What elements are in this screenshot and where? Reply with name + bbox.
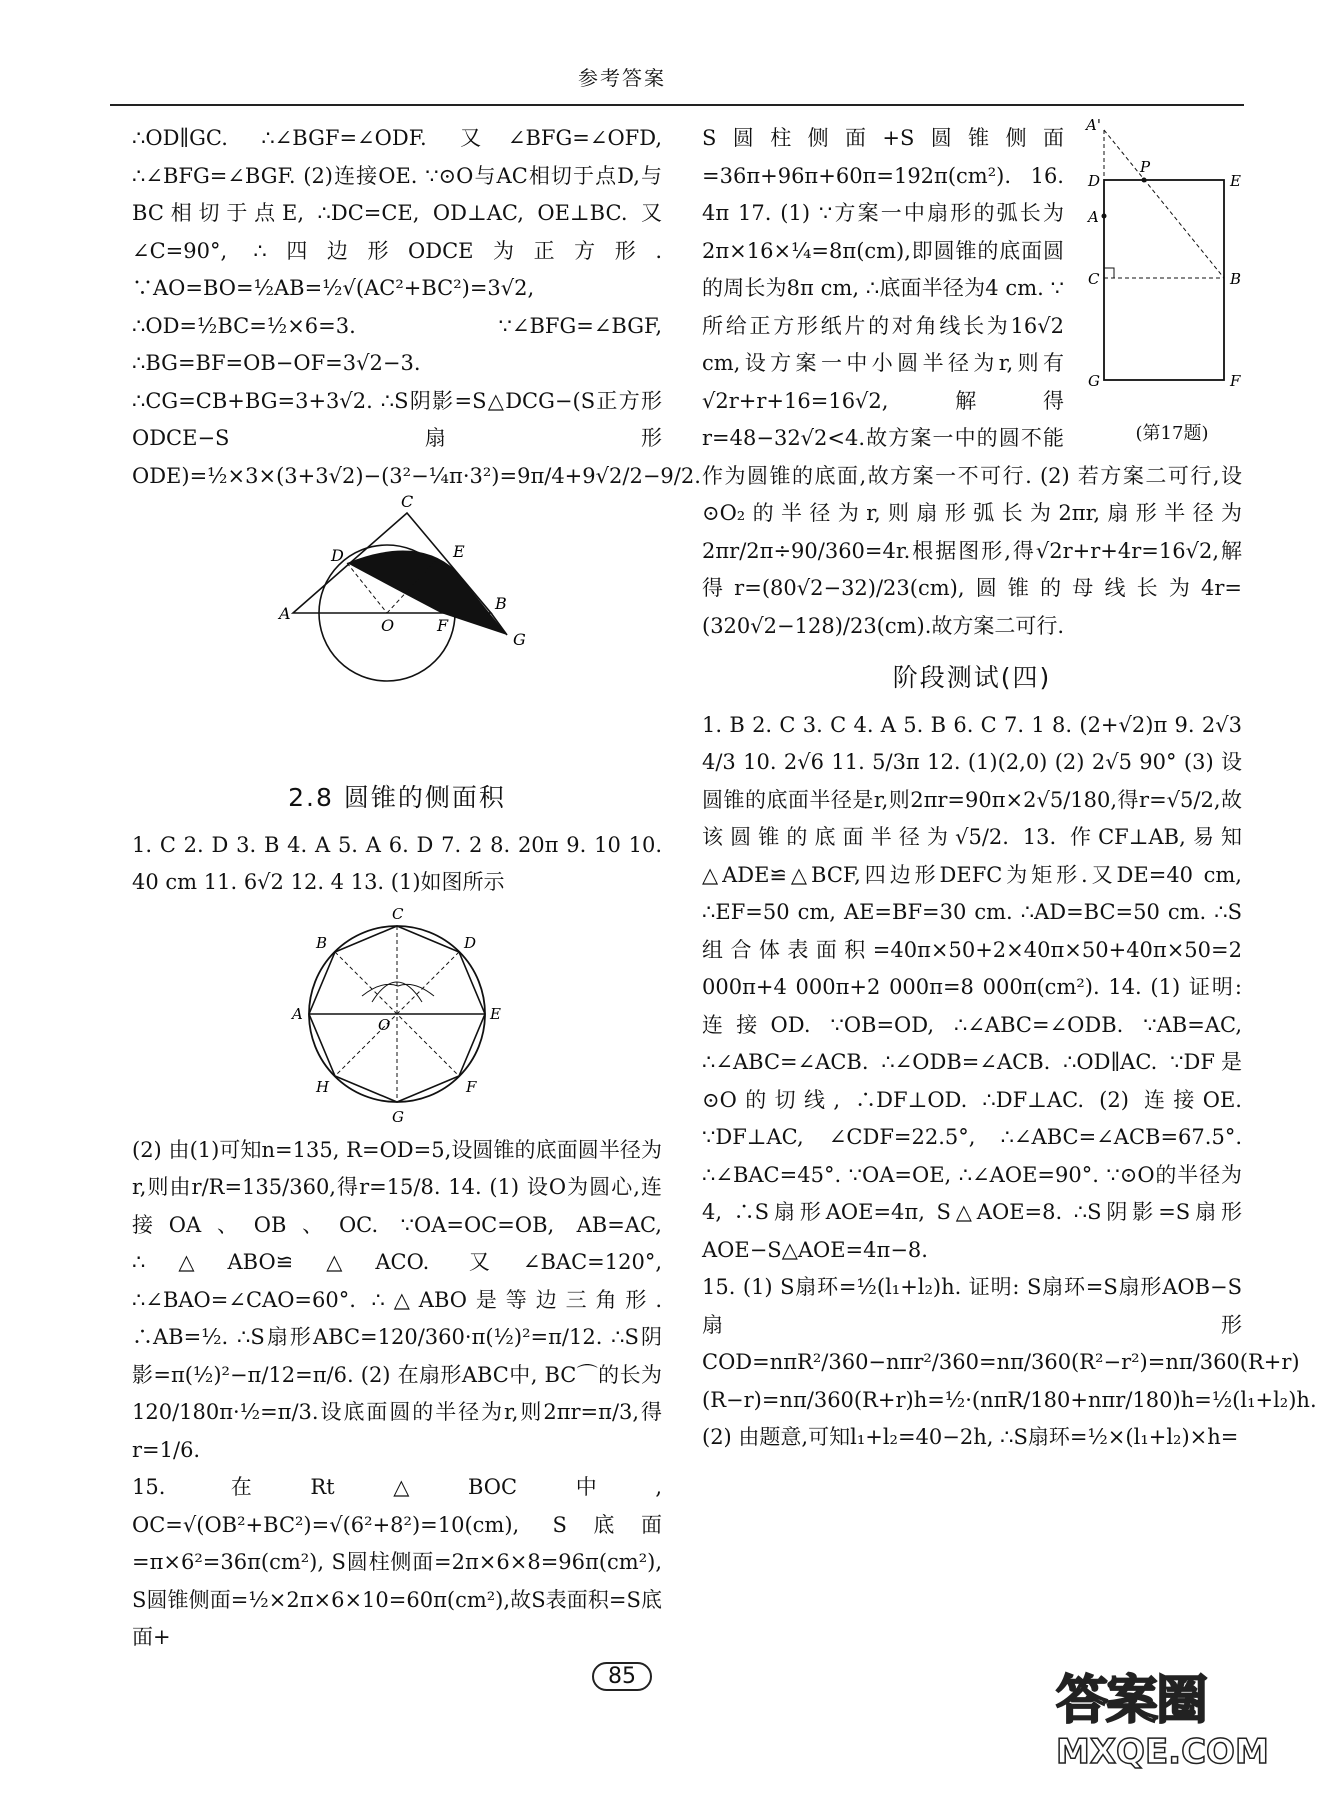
fig2-label-a: A bbox=[292, 1004, 303, 1023]
fig1-label-f: F bbox=[437, 616, 449, 635]
right-paragraph-2: 1. B 2. C 3. C 4. A 5. B 6. C 7. 1 8. (2+√2)π 9. 2√3 4/3 10. 2√6 11. 5/3π 12. (1)(2,0) (2) 2√5 90° (3) 设圆锥的底面半径是r,则2πr=90π×2√5/180,得r=√5/2,故该圆锥的底面半径为√5/2. 13. 作CF⊥AB,易知△ADE≌△BCF,四边形DEFC为矩形.又DE=40 cm, ∴EF=50 cm, AE=BF=30 cm. ∴AD=BC=50 cm. ∴S组合体表面积=40π×50+2×40π×50+40π×50=2 000π+4 000π+2 000π=8 000π(cm²). 14. (1) 证明:连接OD. ∵OB=OD, ∴∠ABC=∠ODB. ∵AB=AC, ∴∠ABC=∠ACB. ∴∠ODB=∠ACB. ∴OD∥AC. ∵DF是⊙O的切线, ∴DF⊥OD. ∴DF⊥AC. (2) 连接OE. ∵DF⊥AC, ∠CDF=22.5°, ∴∠ABC=∠ACB=67.5°. ∴∠BAC=45°. ∵OA=OE, ∴∠AOE=90°. ∵⊙O的半径为4, ∴S扇形AOE=4π, S△AOE=8. ∴S阴影=S扇形AOE−S△AOE=4π−8. bbox=[702, 712, 1242, 1262]
fig1-label-d: D bbox=[331, 546, 344, 565]
right-paragraph-3: 15. (1) S扇环=½(l₁+l₂)h. 证明: S扇环=S扇形AOB−S扇形COD=nπR²/360−nπr²/360=nπ/360(R²−r²)=nπ/360(R+r)(R−r)=nπ/360(R+r)h=½·(nπR/180+nπr/180)h=½(l₁+l₂)h. (2) 由题意,可知l₁+l₂=40−2h, ∴S扇环=½×(l₁+l₂)×h= bbox=[702, 1275, 1317, 1449]
section-title-2-8: 2.8 圆锥的侧面积 bbox=[288, 783, 506, 812]
right-paragraph-1: S圆柱侧面+S圆锥侧面=36π+96π+60π=192π(cm²). 16. 4π 17. (1) ∵方案一中扇形的弧长为2π×16×¼=8π(cm),即圆锥的底面圆的周长为8π cm, ∴底面半径为4 cm. ∵所给正方形纸片的对角线长为16√2 cm,设方案一中小圆半径为r,则有√2r+r+16=16√2,解得r=48−32√2<4.故方案一中的圆不能作为圆锥的底面,故方案一不可行. (2) 若方案二可行,设⊙O₂的半径为r,则扇形弧长为2πr,扇形半径为2πr/2π÷90/360=4r.根据图形,得√2r+r+4r=16√2,解得r=(80√2−32)/23(cm),圆锥的母线长为4r=(320√2−128)/23(cm).故方案二可行. bbox=[702, 126, 1242, 638]
fig1-label-a: A bbox=[279, 604, 291, 623]
fig1-label-b: B bbox=[495, 594, 507, 613]
figure-octagon bbox=[282, 902, 512, 1132]
figure-17-caption: (第17题) bbox=[1135, 422, 1209, 444]
left-paragraph-4: 15. 在Rt△BOC中, OC=√(OB²+BC²)=√(6²+8²)=10(cm), S底面=π×6²=36π(cm²), S圆柱侧面=2π×6×8=96π(cm²), S圆锥侧面=½×2π×6×10=60π(cm²),故S表面积=S底面+ bbox=[132, 1475, 662, 1649]
fig3-label-p: P bbox=[1140, 158, 1151, 176]
fig2-label-c: C bbox=[392, 904, 404, 923]
page-header-title: 参考答案 bbox=[578, 66, 666, 90]
fig2-label-e: E bbox=[490, 1004, 501, 1023]
fig1-label-c: C bbox=[401, 492, 414, 511]
fig2-label-d: D bbox=[464, 933, 477, 952]
fig2-label-o: O bbox=[378, 1015, 391, 1034]
left-paragraph-1: ∴OD∥GC. ∴∠BGF=∠ODF. 又∠BFG=∠OFD, ∴∠BFG=∠BGF. (2)连接OE. ∵⊙O与AC相切于点D,与BC相切于点E, ∴DC=CE, OD⊥AC, OE⊥BC. 又∠C=90°, ∴四边形ODCE为正方形. ∵AO=BO=½AB=½√(AC²+BC²)=3√2, ∴OD=½BC=½×6=3. ∵∠BFG=∠BGF, ∴BG=BF=OB−OF=3√2−3. ∴CG=CB+BG=3+3√2. ∴S阴影=S△DCG−(S正方形ODCE−S扇形ODE)=½×3×(3+3√2)−(3²−¼π·3²)=9π/4+9√2/2−9/2. bbox=[132, 126, 701, 488]
right-column bbox=[702, 116, 1317, 1457]
fig2-label-b: B bbox=[316, 933, 328, 952]
fig3-label-b: B bbox=[1230, 270, 1242, 288]
fig2-label-g: G bbox=[392, 1107, 404, 1126]
left-paragraph-2: 1. C 2. D 3. B 4. A 5. A 6. D 7. 2 8. 20π 9. 10 10. 40 cm 11. 6√2 12. 4 13. (1)如图所示 bbox=[132, 832, 662, 894]
section-title-stage-test-4: 阶段测试(四) bbox=[892, 663, 1052, 692]
left-paragraph-3: (2) 由(1)可知n=135, R=OD=5,设圆锥的底面圆半径为r,则由r/R=135/360,得r=15/8. 14. (1) 设O为圆心,连接OA、OB、OC. ∵OA=OC=OB, AB=AC, ∴△ABO≌△ACO. 又∠BAC=120°, ∴∠BAO=∠CAO=60°. ∴△ABO是等边三角形. ∴AB=½. ∴S扇形ABC=120/360·π(½)²=π/12. ∴S阴影=π(½)²−π/12=π/6. (2) 在扇形ABC中, BC⌒的长为120/180π·½=π/3.设底面圆的半径为r,则2πr=π/3,得r=1/6. bbox=[132, 1137, 662, 1462]
fig3-label-d: D bbox=[1088, 172, 1101, 190]
fig1-label-o: O bbox=[381, 616, 395, 635]
watermark-text-cn: 答案圈 bbox=[1056, 1671, 1207, 1731]
left-column bbox=[132, 120, 701, 1657]
fig2-label-h: H bbox=[316, 1077, 330, 1096]
watermark-logo bbox=[1056, 1670, 1269, 1788]
fig1-label-g: G bbox=[513, 630, 526, 649]
fig3-label-e: E bbox=[1230, 172, 1241, 190]
fig3-label-a: A bbox=[1088, 208, 1099, 226]
fig2-label-f: F bbox=[466, 1077, 477, 1096]
figure-17-wrapper bbox=[1072, 110, 1272, 445]
fig3-label-a-prime: A' bbox=[1086, 116, 1101, 134]
header-rule bbox=[110, 104, 1244, 106]
fig3-label-c: C bbox=[1088, 270, 1100, 288]
fig1-label-e: E bbox=[453, 542, 465, 561]
figure-circle-tangent bbox=[257, 492, 537, 765]
fig3-label-g: G bbox=[1088, 372, 1100, 390]
page-number: 85 bbox=[592, 1662, 652, 1691]
figure-17-rectangle bbox=[1072, 110, 1272, 410]
watermark-url: MXQE.COM bbox=[1056, 1732, 1269, 1772]
fig3-label-f: F bbox=[1230, 372, 1241, 390]
